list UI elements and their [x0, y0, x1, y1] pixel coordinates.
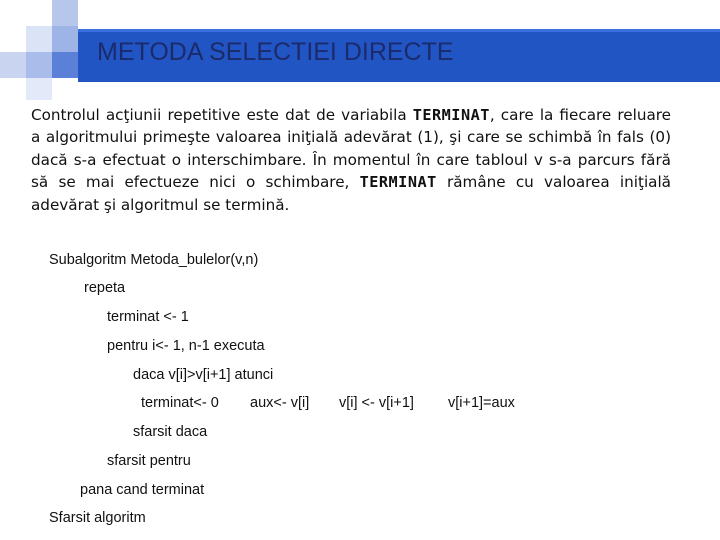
paragraph-text: rămâne cu valoarea iniţială adevărat şi algoritmul se termină. [31, 173, 671, 214]
code-line: sfarsit pentru [107, 453, 191, 469]
decor-square [26, 52, 52, 78]
code-line: Subalgoritm Metoda_bulelor(v,n) [49, 252, 259, 268]
keyword-terminat: TERMINAT [412, 106, 490, 124]
description-paragraph [31, 104, 671, 216]
paragraph-text: , care la fiecare reluare a algoritmului primeşte valoarea iniţială adevărat (1), şi care se schimbă în fals (0) dacă s-a efectuat o interschimbare. În momentul în care tabloul v s-a parcurs fără să se mai efectueze nici o schimbare, [31, 106, 672, 192]
decor-square [52, 52, 78, 78]
keyword-terminat: TERMINAT [359, 173, 437, 192]
title-bar-highlight [78, 29, 720, 32]
paragraph-text: Controlul acţiunii repetitive este dat de variabila [31, 106, 413, 124]
code-line: terminat <- 1 [107, 309, 189, 325]
decor-square [52, 26, 78, 52]
code-line: aux<- v[i] [250, 395, 310, 411]
decor-square [0, 52, 26, 78]
code-line: v[i+1]=aux [448, 395, 515, 411]
code-line: sfarsit daca [133, 424, 208, 440]
code-line: Sfarsit algoritm [49, 510, 146, 526]
decor-square [26, 78, 52, 100]
decor-square [52, 0, 78, 26]
code-line: daca v[i]>v[i+1] atunci [133, 367, 274, 383]
decor-square [26, 26, 52, 52]
slide-title: METODA SELECTIEI DIRECTE [97, 38, 454, 66]
code-line: pana cand terminat [80, 482, 205, 498]
code-line: terminat<- 0 [141, 395, 219, 411]
code-line: pentru i<- 1, n-1 executa [107, 338, 265, 354]
code-line: repeta [84, 280, 126, 296]
code-line: v[i] <- v[i+1] [339, 395, 414, 411]
